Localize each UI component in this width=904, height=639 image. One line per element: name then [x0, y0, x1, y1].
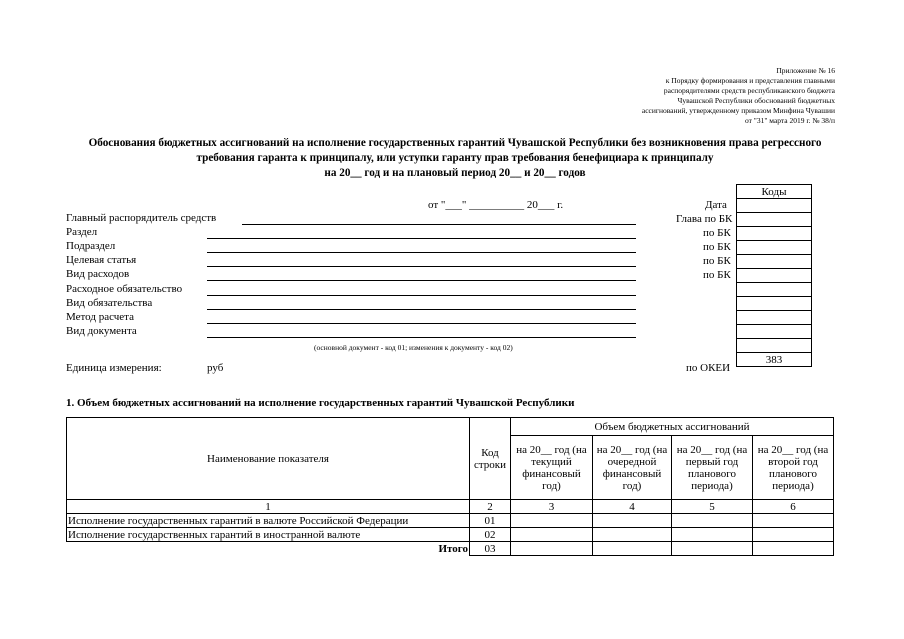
col-number: 1 [67, 500, 470, 514]
field-label-section: Раздел [66, 226, 98, 238]
codes-table [736, 184, 812, 367]
total-label: Итого [67, 542, 470, 556]
field-label-subsection: Подраздел [66, 240, 116, 252]
field-line-target-article[interactable] [207, 266, 636, 267]
appendix-note [560, 66, 835, 126]
col-number: 3 [511, 500, 593, 514]
col-number: 6 [753, 500, 834, 514]
unit-value: руб [207, 362, 224, 374]
field-label-expense-obligation: Расходное обязательство [66, 283, 183, 295]
value-cell[interactable] [672, 514, 753, 528]
field-line-document-type[interactable] [207, 337, 636, 338]
value-cell[interactable] [672, 542, 753, 556]
document-code-note: (основной документ - код 01; изменения к документу - код 02) [314, 343, 513, 352]
field-label-expense-type: Вид расходов [66, 268, 130, 280]
section-title: 1. Объем бюджетных ассигнований на исполнение государственных гарантий Чувашской Республики [66, 397, 575, 409]
row-name: Исполнение государственных гарантий в иностранной валюте [67, 528, 470, 542]
field-line-subsection[interactable] [207, 252, 636, 253]
code-cell-doc-type[interactable] [737, 325, 812, 339]
field-line-main-manager[interactable] [242, 224, 636, 225]
total-code: 03 [470, 542, 511, 556]
row-name: Исполнение государственных гарантий в валюте Российской Федерации [67, 514, 470, 528]
row-code: 02 [470, 528, 511, 542]
code-cell-chapter[interactable] [737, 213, 812, 227]
appendix-line: Чувашской Республики обоснований бюджетных [677, 96, 835, 105]
date-line: от "___" __________ 20___ г. [428, 199, 564, 211]
header-year-current: на 20__ год (на текущий финансовый год) [511, 436, 593, 500]
header-year-plan2: на 20__ год (на второй год планового периода) [753, 436, 834, 500]
field-label-target-article: Целевая статья [66, 254, 137, 266]
value-cell[interactable] [593, 528, 672, 542]
header-group: Объем бюджетных ассигнований [511, 418, 834, 436]
col-number: 4 [593, 500, 672, 514]
value-cell[interactable] [753, 542, 834, 556]
header-code: Код строки [470, 418, 511, 500]
code-cell-method[interactable] [737, 311, 812, 325]
field-line-calc-method[interactable] [207, 323, 636, 324]
code-cell-empty[interactable] [737, 339, 812, 353]
field-line-obligation-type[interactable] [207, 309, 636, 310]
code-cell-date[interactable] [737, 199, 812, 213]
codes-label-bk-3: по БК [703, 255, 731, 267]
allocations-table [66, 417, 834, 556]
codes-label-bk-1: по БК [703, 227, 731, 239]
codes-label-bk-2: по БК [703, 241, 731, 253]
codes-label-bk-4: по БК [703, 269, 731, 281]
title-line-3: на 20__ год и на плановый период 20__ и 20__ годов [324, 167, 586, 179]
appendix-line: от "31" марта 2019 г. № 38/п [744, 116, 835, 125]
field-label-document-type: Вид документа [66, 325, 137, 337]
code-cell-obligation[interactable] [737, 283, 812, 297]
code-cell-okei: 383 [737, 353, 812, 367]
value-cell[interactable] [753, 528, 834, 542]
value-cell[interactable] [511, 528, 593, 542]
codes-header: Коды [737, 185, 812, 199]
value-cell[interactable] [593, 542, 672, 556]
row-code: 01 [470, 514, 511, 528]
appendix-line: распорядителями средств республиканского бюджета [663, 86, 835, 95]
total-row [67, 542, 834, 556]
field-label-obligation-type: Вид обязательства [66, 297, 153, 309]
col-number: 5 [672, 500, 753, 514]
unit-label: Единица измерения: [66, 362, 162, 374]
appendix-line: ассигнований, утвержденному приказом Минфина Чувашии [641, 106, 835, 115]
code-cell-obligation-type[interactable] [737, 297, 812, 311]
field-line-expense-obligation[interactable] [207, 295, 636, 296]
codes-label-date: Дата [705, 199, 727, 211]
appendix-line: Приложение № 16 [776, 66, 835, 75]
value-cell[interactable] [672, 528, 753, 542]
header-year-plan1: на 20__ год (на первый год планового периода) [672, 436, 753, 500]
appendix-line: к Порядку формирования и представления главными [665, 76, 835, 85]
header-name: Наименование показателя [67, 418, 470, 500]
table-row [67, 514, 834, 528]
okei-label: по ОКЕИ [686, 362, 731, 374]
field-label-calc-method: Метод расчета [66, 311, 134, 323]
value-cell[interactable] [593, 514, 672, 528]
code-cell-section[interactable] [737, 227, 812, 241]
value-cell[interactable] [753, 514, 834, 528]
header-year-next: на 20__ год (на очередной финансовый год) [593, 436, 672, 500]
title-line-2: требования гаранта к принципалу, или уступки гаранту прав требования бенефициара к принципалу [196, 152, 714, 164]
field-line-expense-type[interactable] [207, 280, 636, 281]
title-line-1: Обоснования бюджетных ассигнований на исполнение государственных гарантий Чувашской Республики без возникновения права регрессного [88, 137, 822, 149]
document-title [60, 136, 850, 181]
table-row [67, 528, 834, 542]
code-cell-target[interactable] [737, 255, 812, 269]
col-number: 2 [470, 500, 511, 514]
value-cell[interactable] [511, 542, 593, 556]
value-cell[interactable] [511, 514, 593, 528]
field-line-section[interactable] [207, 238, 636, 239]
codes-label-chapter: Глава по БК [676, 213, 733, 225]
field-label-main-manager: Главный распорядитель средств [66, 212, 217, 224]
code-cell-expense[interactable] [737, 269, 812, 283]
code-cell-subsection[interactable] [737, 241, 812, 255]
